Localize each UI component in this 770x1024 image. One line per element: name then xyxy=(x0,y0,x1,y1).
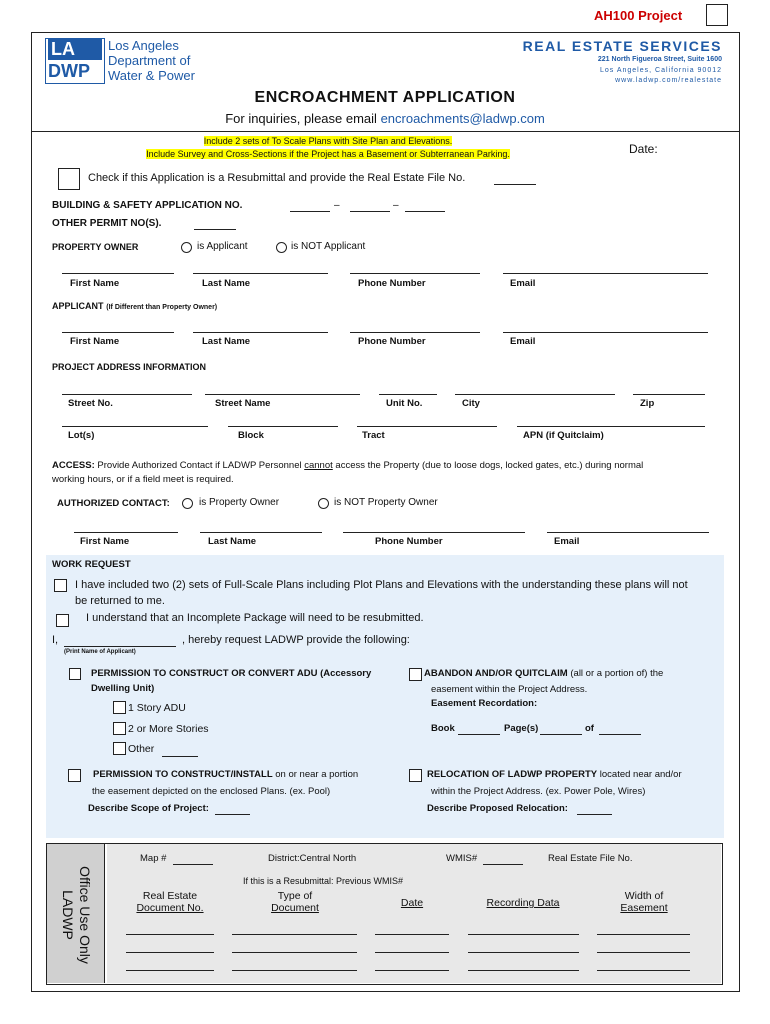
street-no-label: Street No. xyxy=(68,398,113,409)
owner-phone-field[interactable] xyxy=(350,273,480,274)
project-address-label: PROJECT ADDRESS INFORMATION xyxy=(52,362,207,372)
resubmittal-checkbox[interactable] xyxy=(58,168,80,190)
office-side-label-1: LADWP xyxy=(60,890,76,940)
applicant-label: APPLICANT xyxy=(52,301,104,311)
office-row-3-col-5[interactable] xyxy=(597,970,690,971)
project-label: AH100 Project xyxy=(594,8,683,23)
zip-field[interactable] xyxy=(633,394,705,395)
abandon-line-1: ABANDON AND/OR QUITCLAIM (all or a portion of) the xyxy=(424,668,664,679)
owner-last-name-field[interactable] xyxy=(193,273,328,274)
adu-checkbox[interactable] xyxy=(69,668,81,680)
contact-is-owner-radio[interactable] xyxy=(182,498,193,509)
contact-email-label: Email xyxy=(554,536,580,547)
office-row-3-col-1[interactable] xyxy=(126,970,214,971)
highlight-instruction-2: Include Survey and Cross-Sections if the Project has a Basement or Subterranean Parking. xyxy=(146,149,510,159)
contact-phone-field[interactable] xyxy=(343,532,525,533)
logo-dwp: DWP xyxy=(48,61,90,81)
access-label: ACCESS: xyxy=(52,460,95,471)
office-row-3-col-3[interactable] xyxy=(375,970,449,971)
construct-line-2: the easement depicted on the enclosed Plans. (ex. Pool) xyxy=(92,786,331,797)
owner-is-applicant-radio[interactable] xyxy=(181,242,192,253)
inquiry-email-link[interactable]: encroachments@ladwp.com xyxy=(380,111,545,126)
contact-not-owner-label: is NOT Property Owner xyxy=(334,497,438,508)
applicant-heading xyxy=(52,301,217,312)
lot-field[interactable] xyxy=(62,426,208,427)
applicant-phone-field[interactable] xyxy=(350,332,480,333)
authorized-contact-label: AUTHORIZED CONTACT: xyxy=(57,498,170,509)
street-no-field[interactable] xyxy=(62,394,192,395)
wmis-label: WMIS# xyxy=(446,853,478,864)
easement-recordation-label: Easement Recordation: xyxy=(431,698,538,709)
unit-no-field[interactable] xyxy=(379,394,437,395)
page-label: Page(s) xyxy=(504,723,539,734)
map-field[interactable] xyxy=(173,864,213,865)
apn-label: APN (if Quitclaim) xyxy=(523,430,604,441)
res-address: 221 North Figueroa Street, Suite 1600 xyxy=(597,56,722,63)
contact-not-owner-radio[interactable] xyxy=(318,498,329,509)
wmis-field[interactable] xyxy=(483,864,523,865)
office-row-1-col-4[interactable] xyxy=(468,934,579,935)
adu-other-label: Other xyxy=(128,743,155,755)
logo-la: LA xyxy=(48,39,102,60)
owner-not-applicant-label: is NOT Applicant xyxy=(291,241,366,252)
logo-name-3: Water & Power xyxy=(108,68,195,83)
adu-other-field[interactable] xyxy=(162,756,198,757)
office-row-1-col-3[interactable] xyxy=(375,934,449,935)
dash-1: – xyxy=(334,200,340,211)
applicant-phone-label: Phone Number xyxy=(358,336,426,347)
relocation-checkbox[interactable] xyxy=(409,769,422,782)
contact-first-name-label: First Name xyxy=(80,536,130,547)
building-safety-label: BUILDING & SAFETY APPLICATION NO. xyxy=(52,200,243,211)
contact-last-name-field[interactable] xyxy=(200,532,322,533)
applicant-email-field[interactable] xyxy=(503,332,708,333)
applicant-email-label: Email xyxy=(510,336,536,347)
district-text: District:Central North xyxy=(268,853,357,864)
block-label: Block xyxy=(238,430,264,441)
lot-label: Lot(s) xyxy=(68,430,95,441)
applicant-first-name-field[interactable] xyxy=(62,332,174,333)
resubmittal-file-no-field[interactable] xyxy=(494,184,536,185)
owner-email-label: Email xyxy=(510,278,536,289)
office-row-3-col-4[interactable] xyxy=(468,970,579,971)
col-width: Width of Easement xyxy=(620,890,668,914)
construct-checkbox[interactable] xyxy=(68,769,81,782)
owner-first-name-label: First Name xyxy=(70,278,120,289)
inquiry-prefix: For inquiries, please email xyxy=(225,111,381,126)
abandon-line-2: easement within the Project Address. xyxy=(431,684,588,695)
book-label: Book xyxy=(431,723,455,734)
building-safety-field-1[interactable] xyxy=(290,211,330,212)
office-row-2-col-2[interactable] xyxy=(232,952,357,953)
owner-email-field[interactable] xyxy=(503,273,708,274)
col-re-doc: Real Estate Document No. xyxy=(136,890,204,914)
office-row-2-col-3[interactable] xyxy=(375,952,449,953)
contact-is-owner-label: is Property Owner xyxy=(199,497,280,508)
resubmittal-text: Check if this Application is a Resubmittal and provide the Real Estate File No. xyxy=(88,172,466,184)
property-owner-label: PROPERTY OWNER xyxy=(52,242,139,252)
contact-first-name-field[interactable] xyxy=(74,532,178,533)
request-text: , hereby request LADWP provide the following: xyxy=(182,634,410,646)
applicant-last-name-label: Last Name xyxy=(202,336,251,347)
incomplete-package-text: I understand that an Incomplete Package will need to be resubmitted. xyxy=(86,612,424,624)
full-scale-plans-text-1: I have included two (2) sets of Full-Scale Plans including Plot Plans and Elevations with the understanding these plans will not xyxy=(75,579,688,591)
owner-not-applicant-radio[interactable] xyxy=(276,242,287,253)
logo-name-2: Department of xyxy=(108,53,191,68)
scope-label: Describe Scope of Project: xyxy=(88,803,209,814)
street-name-field[interactable] xyxy=(205,394,360,395)
owner-first-name-field[interactable] xyxy=(62,273,174,274)
office-row-2-col-4[interactable] xyxy=(468,952,579,953)
i-label: I, xyxy=(52,634,59,646)
office-use-box xyxy=(46,843,723,985)
re-file-label: Real Estate File No. xyxy=(548,853,633,864)
relocation-line-1: RELOCATION OF LADWP PROPERTY located near and/or xyxy=(427,769,682,780)
applicant-note: (If Different than Property Owner) xyxy=(106,304,218,311)
tract-field[interactable] xyxy=(357,426,497,427)
access-text: ACCESS: Provide Authorized Contact if LADWP Personnel cannot access the Property (due to loose dogs, locked gates, etc.) during normal working hours, or if a field meet is required. xyxy=(52,460,644,485)
logo-name-1: Los Angeles xyxy=(108,38,179,53)
res-title: REAL ESTATE SERVICES xyxy=(522,38,722,54)
map-label: Map # xyxy=(140,853,167,864)
owner-is-applicant-label: is Applicant xyxy=(197,241,248,252)
ladwp-logo xyxy=(45,38,105,84)
adu-2-story-label: 2 or More Stories xyxy=(128,723,209,735)
adu-title-1: PERMISSION TO CONSTRUCT OR CONVERT ADU (Accessory xyxy=(91,668,372,679)
project-checkbox[interactable] xyxy=(706,4,728,26)
office-row-1-col-1[interactable] xyxy=(126,934,214,935)
incomplete-package-checkbox[interactable] xyxy=(56,614,69,627)
office-row-2-col-1[interactable] xyxy=(126,952,214,953)
adu-title-2: Dwelling Unit) xyxy=(91,683,155,694)
scope-field[interactable] xyxy=(215,814,250,815)
form-title: ENCROACHMENT APPLICATION xyxy=(254,89,516,106)
dash-2: – xyxy=(393,200,399,211)
city-label: City xyxy=(462,398,480,409)
of-field[interactable] xyxy=(599,734,641,735)
res-city: Los Angeles, California 90012 xyxy=(599,67,722,74)
block-field[interactable] xyxy=(228,426,338,427)
office-row-3-col-2[interactable] xyxy=(232,970,357,971)
page-field[interactable] xyxy=(540,734,582,735)
applicant-name-field[interactable] xyxy=(64,646,176,647)
office-side-label-2: Office Use Only xyxy=(77,866,93,964)
full-scale-plans-checkbox[interactable] xyxy=(54,579,67,592)
zip-label: Zip xyxy=(640,398,655,409)
full-scale-plans-text-2: be returned to me. xyxy=(75,595,165,607)
adu-2-story-checkbox[interactable] xyxy=(113,722,126,735)
work-request-label: WORK REQUEST xyxy=(52,559,131,570)
building-safety-field-2[interactable] xyxy=(350,211,390,212)
relocation-desc-field[interactable] xyxy=(577,814,612,815)
office-row-1-col-5[interactable] xyxy=(597,934,690,935)
relocation-desc-label: Describe Proposed Relocation: xyxy=(427,803,568,814)
construct-line-1: PERMISSION TO CONSTRUCT/INSTALL on or near a portion xyxy=(93,769,359,780)
book-field[interactable] xyxy=(458,734,500,735)
inquiry-line xyxy=(0,111,770,126)
highlight-instruction-1: Include 2 sets of To Scale Plans with Site Plan and Elevations. xyxy=(203,136,453,146)
title-rule xyxy=(31,131,740,132)
tract-label: Tract xyxy=(362,430,385,441)
of-label: of xyxy=(585,723,594,734)
applicant-first-name-label: First Name xyxy=(70,336,120,347)
col-type-doc: Type of Document xyxy=(271,890,319,914)
office-side-label xyxy=(54,850,98,980)
adu-1-story-label: 1 Story ADU xyxy=(128,702,186,714)
applicant-last-name-field[interactable] xyxy=(193,332,328,333)
relocation-line-2: within the Project Address. (ex. Power Pole, Wires) xyxy=(431,786,646,797)
contact-email-field[interactable] xyxy=(547,532,709,533)
street-name-label: Street Name xyxy=(215,398,271,409)
other-permit-field[interactable] xyxy=(194,229,236,230)
abandon-checkbox[interactable] xyxy=(409,668,422,681)
building-safety-field-3[interactable] xyxy=(405,211,445,212)
adu-other-checkbox[interactable] xyxy=(113,742,126,755)
apn-field[interactable] xyxy=(517,426,705,427)
col-date: Date xyxy=(400,897,424,909)
owner-phone-label: Phone Number xyxy=(358,278,426,289)
owner-last-name-label: Last Name xyxy=(202,278,251,289)
date-label: Date: xyxy=(629,142,658,156)
contact-phone-label: Phone Number xyxy=(375,536,443,547)
office-row-2-col-5[interactable] xyxy=(597,952,690,953)
office-row-1-col-2[interactable] xyxy=(232,934,357,935)
other-permit-label: OTHER PERMIT NO(S). xyxy=(52,218,162,229)
city-field[interactable] xyxy=(455,394,615,395)
adu-1-story-checkbox[interactable] xyxy=(113,701,126,714)
prev-wmis-text: If this is a Resubmittal: Previous WMIS# xyxy=(243,876,404,886)
col-recording: Recording Data xyxy=(486,897,560,909)
print-name-caption: (Print Name of Applicant) xyxy=(64,649,136,655)
res-web: www.ladwp.com/realestate xyxy=(615,77,722,84)
unit-no-label: Unit No. xyxy=(386,398,423,409)
contact-last-name-label: Last Name xyxy=(208,536,257,547)
